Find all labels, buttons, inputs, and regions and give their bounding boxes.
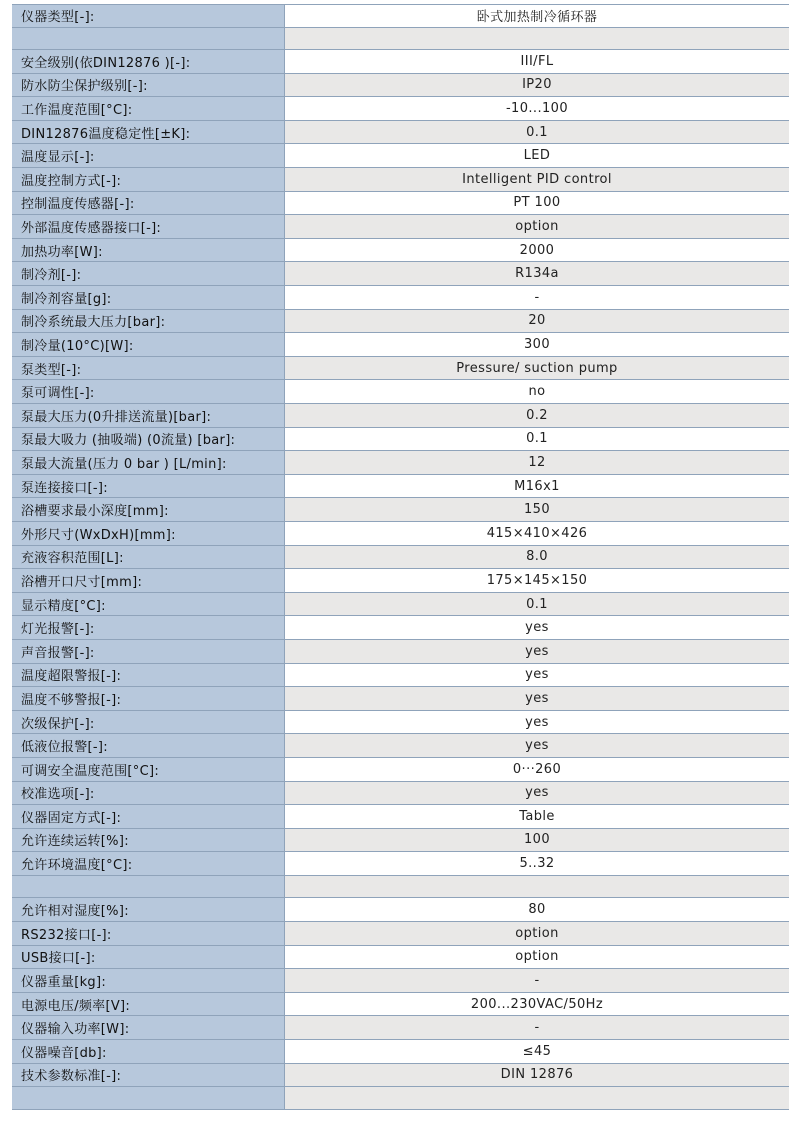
spec-value: 415×410×426 bbox=[285, 522, 789, 545]
spec-row bbox=[12, 546, 789, 570]
spec-label: 灯光报警[-]: bbox=[12, 616, 285, 639]
spec-label: 充液容积范围[L]: bbox=[12, 546, 285, 569]
spec-label: 温度不够警报[-]: bbox=[12, 687, 285, 710]
spec-value: M16x1 bbox=[285, 475, 789, 498]
spec-label: 安全级别(依DIN12876 )[-]: bbox=[12, 50, 285, 73]
spec-value: 5..32 bbox=[285, 852, 789, 875]
spec-label: 低液位报警[-]: bbox=[12, 734, 285, 757]
spec-row bbox=[12, 168, 789, 192]
spec-value: yes bbox=[285, 616, 789, 639]
spec-label: 允许环境温度[°C]: bbox=[12, 852, 285, 875]
spec-row bbox=[12, 404, 789, 428]
spec-label: 电源电压/频率[V]: bbox=[12, 993, 285, 1016]
spec-value: III/FL bbox=[285, 50, 789, 73]
spec-label: 工作温度范围[°C]: bbox=[12, 97, 285, 120]
spec-label: 泵连接接口[-]: bbox=[12, 475, 285, 498]
spec-value: 12 bbox=[285, 451, 789, 474]
spec-label: 外部温度传感器接口[-]: bbox=[12, 215, 285, 238]
spec-row bbox=[12, 569, 789, 593]
spec-row bbox=[12, 758, 789, 782]
spec-value: ≤45 bbox=[285, 1040, 789, 1063]
spec-label: 仪器固定方式[-]: bbox=[12, 805, 285, 828]
spec-label: 制冷剂[-]: bbox=[12, 262, 285, 285]
spec-value: LED bbox=[285, 144, 789, 167]
spec-row bbox=[12, 946, 789, 970]
spec-value: 20 bbox=[285, 310, 789, 333]
spec-value: 0.1 bbox=[285, 121, 789, 144]
spec-value: 8.0 bbox=[285, 546, 789, 569]
spec-label: 制冷剂容量[g]: bbox=[12, 286, 285, 309]
spec-label bbox=[12, 1087, 285, 1109]
spec-row bbox=[12, 215, 789, 239]
spec-value: 卧式加热制冷循环器 bbox=[285, 5, 789, 27]
spec-label bbox=[12, 876, 285, 898]
spec-row bbox=[12, 4, 789, 28]
spec-row bbox=[12, 805, 789, 829]
spec-row bbox=[12, 192, 789, 216]
spec-table bbox=[12, 4, 789, 1110]
spec-value: yes bbox=[285, 782, 789, 805]
spec-label: 加热功率[W]: bbox=[12, 239, 285, 262]
spec-value: 200...230VAC/50Hz bbox=[285, 993, 789, 1016]
spec-value: Pressure/ suction pump bbox=[285, 357, 789, 380]
spec-row bbox=[12, 50, 789, 74]
spec-value: yes bbox=[285, 711, 789, 734]
spec-value: 2000 bbox=[285, 239, 789, 262]
spec-label: 仪器噪音[db]: bbox=[12, 1040, 285, 1063]
spec-label: 温度超限警报[-]: bbox=[12, 664, 285, 687]
spec-label: 温度显示[-]: bbox=[12, 144, 285, 167]
spec-value: yes bbox=[285, 664, 789, 687]
spec-value: 175×145×150 bbox=[285, 569, 789, 592]
spec-label: 泵类型[-]: bbox=[12, 357, 285, 380]
spec-row bbox=[12, 852, 789, 876]
spacer-row bbox=[12, 876, 789, 899]
spec-label: 显示精度[°C]: bbox=[12, 593, 285, 616]
spec-value: option bbox=[285, 215, 789, 238]
spec-label: 次级保护[-]: bbox=[12, 711, 285, 734]
spacer-row bbox=[12, 1087, 789, 1110]
spec-row bbox=[12, 593, 789, 617]
spec-row bbox=[12, 475, 789, 499]
spec-label: 控制温度传感器[-]: bbox=[12, 192, 285, 215]
spacer-row bbox=[12, 28, 789, 51]
spec-value: - bbox=[285, 286, 789, 309]
spec-row bbox=[12, 310, 789, 334]
spec-label: 泵可调性[-]: bbox=[12, 380, 285, 403]
spec-row bbox=[12, 1016, 789, 1040]
spec-label: 外形尺寸(WxDxH)[mm]: bbox=[12, 522, 285, 545]
spec-label: 泵最大吸力 (抽吸端) (0流量) [bar]: bbox=[12, 428, 285, 451]
spec-value: 0.2 bbox=[285, 404, 789, 427]
spec-value: Table bbox=[285, 805, 789, 828]
spec-row bbox=[12, 451, 789, 475]
spec-row bbox=[12, 734, 789, 758]
spec-label: 制冷量(10°C)[W]: bbox=[12, 333, 285, 356]
spec-value: 100 bbox=[285, 829, 789, 852]
spec-value: PT 100 bbox=[285, 192, 789, 215]
spec-value: 150 bbox=[285, 498, 789, 521]
spec-value: option bbox=[285, 922, 789, 945]
spec-value: Intelligent PID control bbox=[285, 168, 789, 191]
spec-label: 允许相对湿度[%]: bbox=[12, 898, 285, 921]
spec-label: 泵最大压力(0升排送流量)[bar]: bbox=[12, 404, 285, 427]
spec-row bbox=[12, 357, 789, 381]
spec-row bbox=[12, 262, 789, 286]
spec-value: 0.1 bbox=[285, 593, 789, 616]
spec-label: 温度控制方式[-]: bbox=[12, 168, 285, 191]
spec-label: RS232接口[-]: bbox=[12, 922, 285, 945]
spec-value: 0.1 bbox=[285, 428, 789, 451]
spec-row bbox=[12, 144, 789, 168]
spec-row bbox=[12, 829, 789, 853]
spec-label: 校准选项[-]: bbox=[12, 782, 285, 805]
spec-value: R134a bbox=[285, 262, 789, 285]
spec-value bbox=[285, 28, 789, 50]
spec-row bbox=[12, 333, 789, 357]
spec-label: 浴槽要求最小深度[mm]: bbox=[12, 498, 285, 521]
spec-row bbox=[12, 239, 789, 263]
spec-label: 防水防尘保护级别[-]: bbox=[12, 74, 285, 97]
spec-value: - bbox=[285, 969, 789, 992]
spec-row bbox=[12, 1040, 789, 1064]
spec-label: 泵最大流量(压力 0 bar ) [L/min]: bbox=[12, 451, 285, 474]
spec-value bbox=[285, 876, 789, 898]
spec-value: -10...100 bbox=[285, 97, 789, 120]
spec-label: 声音报警[-]: bbox=[12, 640, 285, 663]
spec-row bbox=[12, 498, 789, 522]
spec-label: 技术参数标准[-]: bbox=[12, 1064, 285, 1087]
spec-row bbox=[12, 922, 789, 946]
spec-row bbox=[12, 782, 789, 806]
spec-label: USB接口[-]: bbox=[12, 946, 285, 969]
spec-row bbox=[12, 121, 789, 145]
spec-label: 仪器输入功率[W]: bbox=[12, 1016, 285, 1039]
spec-row bbox=[12, 993, 789, 1017]
spec-row bbox=[12, 969, 789, 993]
spec-row bbox=[12, 616, 789, 640]
spec-row bbox=[12, 640, 789, 664]
spec-label: 制冷系统最大压力[bar]: bbox=[12, 310, 285, 333]
spec-row bbox=[12, 898, 789, 922]
spec-value bbox=[285, 1087, 789, 1109]
spec-row bbox=[12, 1064, 789, 1088]
spec-label: 仪器类型[-]: bbox=[12, 5, 285, 27]
spec-row bbox=[12, 687, 789, 711]
spec-row bbox=[12, 97, 789, 121]
spec-label: 浴槽开口尺寸[mm]: bbox=[12, 569, 285, 592]
spec-label bbox=[12, 28, 285, 50]
spec-row bbox=[12, 380, 789, 404]
spec-value: IP20 bbox=[285, 74, 789, 97]
spec-value: - bbox=[285, 1016, 789, 1039]
spec-value: option bbox=[285, 946, 789, 969]
spec-label: 允许连续运转[%]: bbox=[12, 829, 285, 852]
spec-label: 仪器重量[kg]: bbox=[12, 969, 285, 992]
spec-row bbox=[12, 286, 789, 310]
spec-value: 0···260 bbox=[285, 758, 789, 781]
spec-row bbox=[12, 711, 789, 735]
spec-row bbox=[12, 74, 789, 98]
spec-row bbox=[12, 428, 789, 452]
spec-label: 可调安全温度范围[°C]: bbox=[12, 758, 285, 781]
spec-value: 300 bbox=[285, 333, 789, 356]
spec-value: yes bbox=[285, 687, 789, 710]
spec-row bbox=[12, 664, 789, 688]
spec-label: DIN12876温度稳定性[±K]: bbox=[12, 121, 285, 144]
spec-value: DIN 12876 bbox=[285, 1064, 789, 1087]
spec-value: yes bbox=[285, 640, 789, 663]
spec-row bbox=[12, 522, 789, 546]
spec-value: no bbox=[285, 380, 789, 403]
spec-value: 80 bbox=[285, 898, 789, 921]
spec-value: yes bbox=[285, 734, 789, 757]
